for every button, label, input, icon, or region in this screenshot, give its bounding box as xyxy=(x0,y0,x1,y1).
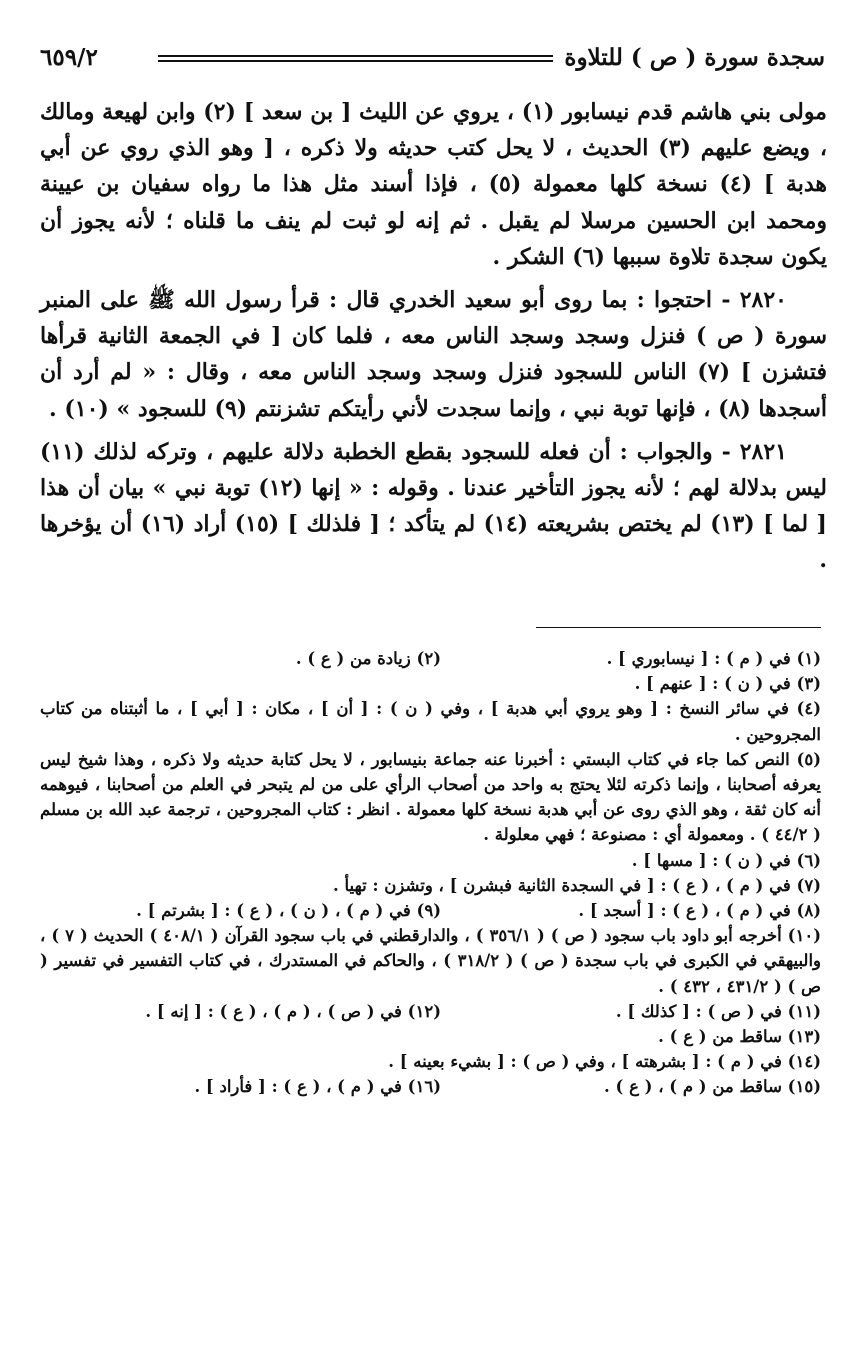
footnote: (١) في ( م ) : [ نيسابوري ] . xyxy=(606,649,821,668)
footnote: (١٥) ساقط من ( م ) ، ( ع ) . xyxy=(604,1077,821,1097)
footnote: (١٦) في ( م ) ، ( ع ) : [ فأراد ] . xyxy=(194,1077,441,1097)
paragraph: ٢٨٢١ - والجواب : أن فعله للسجود بقطع الخطبة دلالة عليهم ، وتركه لذلك (١١) ليس بدلالة لهم ؛ لأنه يجوز التأخير عندنا . وقوله : « إنها (١٢) توبة نبي » بيان أن هذا [ لما ] (١٣) لم يختص بشريعته (١٤) لم يتأكد ؛ [ فلذلك ] (١٥) أراد (١٦) أن يؤخرها . xyxy=(40,438,827,574)
footnote: (١٠) أخرجه أبو داود باب سجود ( ص ) ( ٣٥٦/١ ) ، والدارقطني في باب سجود القرآن ( ٤٠٨/١ ) الحديث ( ٧ ) ، والبيهقي في الكبرى في باب سجدة ( ص ) ( ٣١٨/٢ ) ، والحاكم في المستدرك ، في كتاب التفسير في تفسير ( ص ) ( ٤٣١/٢ ، ٤٣٢ ) . xyxy=(40,926,821,996)
footnote: (٩) في ( م ) ، ( ن ) ، ( ع ) : [ بشرتم ] . xyxy=(136,901,441,921)
footnote: (٤) في سائر النسخ : [ وهو يروي أبي هدبة ] ، وفي ( ن ) : [ أن ] ، مكان : [ أبي ] ، ما أثبتناه من كتاب المجروحين . xyxy=(40,699,821,744)
footnote: (٨) في ( م ) ، ( ع ) : [ أسجد ] . xyxy=(578,901,821,921)
footnote-row xyxy=(40,646,821,671)
footnote: (٥) النص كما جاء في كتاب البستي : أخبرنا عنه جماعة بنيسابور ، لا يحل كتابة حديثه ولا ذكره ، وهذا شيخ ليس يعرفه أصحابنا ، وإنما ذكرته لئلا يحتج به واحد من أصحاب الرأي على من لم يتبحر في العلم من أصحابنا ، فيوهمه أنه كان ثقة ، وهو الذي روى عن أبي هدبة نسخة كلها معمولة . انظر : كتاب المجروحين ، ترجمة عبد الله بن مسلم ( ٤٤/٢ ) . ومعمولة أي : مصنوعة ؛ فهي معلولة . xyxy=(40,749,821,845)
footnote: (٢) زيادة من ( ع ) . xyxy=(295,649,441,668)
footnote-separator xyxy=(536,627,821,628)
header-rule-2 xyxy=(158,60,553,62)
chapter-title: سجدة سورة ( ص ) للتلاوة xyxy=(564,44,825,71)
footnote: (٣) في ( ن ) : [ عنهم ] . xyxy=(634,674,821,694)
footnotes xyxy=(40,646,821,1100)
footnote-row xyxy=(40,898,821,923)
footnote: (١٣) ساقط من ( ع ) . xyxy=(658,1027,821,1047)
running-header xyxy=(40,38,825,78)
footnote: (١٤) في ( م ) : [ بشرهته ] ، وفي ( ص ) : [ بشيء بعينه ] . xyxy=(388,1052,821,1072)
footnote-row xyxy=(40,999,821,1024)
header-rule xyxy=(158,55,553,57)
paragraph: ٢٨٢٠ - احتجوا : بما روى أبو سعيد الخدري قال : قرأ رسول الله ﷺ على المنبر سورة ( ص ) فنزل وسجد وسجد الناس معه ، فلما كان [ في الجمعة الثانية قرأها فتشزن ] (٧) الناس للسجود فنزل وسجد وسجد الناس معه ، وقال : « لم أرد أن أسجدها (٨) ، فإنها توبة نبي ، وإنما سجدت لأني رأيتكم تشزنتم (٩) للسجود » (١٠) . xyxy=(40,287,827,422)
main-text xyxy=(40,94,827,579)
page-number: ٦٥٩/٢ xyxy=(40,44,98,71)
footnote-row xyxy=(40,1074,821,1099)
footnote: (١١) في ( ص ) : [ كذلك ] . xyxy=(615,1001,821,1021)
footnote: (٦) في ( ن ) : [ مسها ] . xyxy=(631,850,821,870)
footnote: (١٢) في ( ص ) ، ( م ) ، ( ع ) : [ إنه ] . xyxy=(145,1001,441,1021)
footnote: (٧) في ( م ) ، ( ع ) : [ في السجدة الثانية فبشرن ] ، وتشزن : تهيأ . xyxy=(333,875,821,895)
paragraph: مولى بني هاشم قدم نيسابور (١) ، يروي عن الليث [ بن سعد ] (٢) وابن لهيعة ومالك ، ويضع عليهم (٣) الحديث ، لا يحل كتب حديثه ولا ذكره ، [ وهو الذي روي عن أبي هدبة ] (٤) نسخة كلها معمولة (٥) ، فإذا أسند مثل هذا ما رواه سفيان بن عيينة ومحمد ابن الحسين مرسلا لم يقبل . ثم إنه لو ثبت لم ينف ما قلناه ؛ لأنه يجوز أن يكون سجدة تلاوة سببها (٦) الشكر . xyxy=(40,99,828,270)
